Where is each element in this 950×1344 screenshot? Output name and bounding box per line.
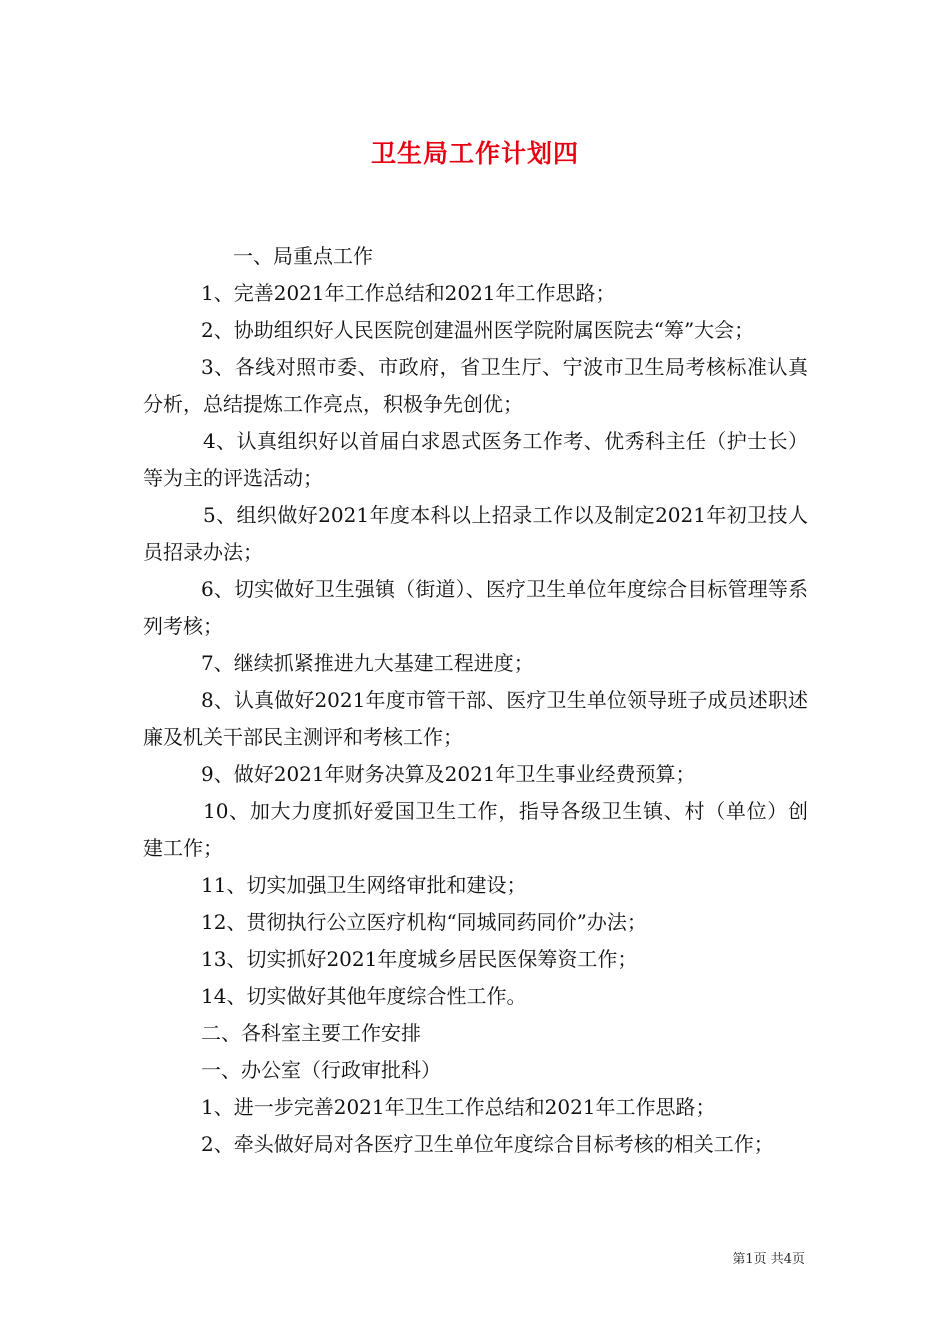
paragraph: 6、切实做好卫生强镇（街道）、医疗卫生单位年度综合目标管理等系列考核； <box>143 577 808 638</box>
paragraph: 13、切实抓好2021年度城乡居民医保筹资工作； <box>201 947 638 971</box>
paragraph: 1、完善2021年工作总结和2021年工作思路； <box>201 281 616 305</box>
paragraph: 11、切实加强卫生网络审批和建设； <box>201 873 527 897</box>
paragraph: 12、贯彻执行公立医疗机构“同城同药同价”办法； <box>201 910 647 934</box>
paragraph: 3、各线对照市委、市政府，省卫生厅、宁波市卫生局考核标准认真分析，总结提炼工作亮点，积极争先创优； <box>143 355 808 416</box>
document-title: 卫生局工作计划四 <box>370 139 579 168</box>
paragraph: 5、组织做好2021年度本科以上招录工作以及制定2021年初卫技人员招录办法； <box>143 503 808 564</box>
paragraph: 4、认真组织好以首届白求恩式医务工作考、优秀科主任（护士长）等为主的评选活动； <box>143 429 808 490</box>
document-body <box>143 238 808 1163</box>
paragraph: 14、切实做好其他年度综合性工作。 <box>201 984 527 1008</box>
section-heading: 二、各科室主要工作安排 <box>201 1021 421 1045</box>
paragraph: 1、进一步完善2021年卫生工作总结和2021年工作思路； <box>201 1095 716 1119</box>
page-number: 第1页 共4页 <box>732 1252 805 1267</box>
paragraph: 9、做好2021年财务决算及2021年卫生事业经费预算； <box>201 762 696 786</box>
paragraph: 10、加大力度抓好爱国卫生工作，指导各级卫生镇、村（单位）创建工作； <box>143 799 808 860</box>
paragraph: 7、继续抓紧推进九大基建工程进度； <box>201 651 534 675</box>
paragraph: 2、协助组织好人民医院创建温州医学院附属医院去“筹”大会； <box>201 318 755 342</box>
paragraph: 2、牵头做好局对各医疗卫生单位年度综合目标考核的相关工作； <box>201 1132 774 1156</box>
subsection-heading: 一、办公室（行政审批科） <box>201 1058 441 1082</box>
paragraph: 8、认真做好2021年度市管干部、医疗卫生单位领导班子成员述职述廉及机关干部民主测评和考核工作； <box>143 688 808 749</box>
section-heading: 一、局重点工作 <box>233 244 373 268</box>
